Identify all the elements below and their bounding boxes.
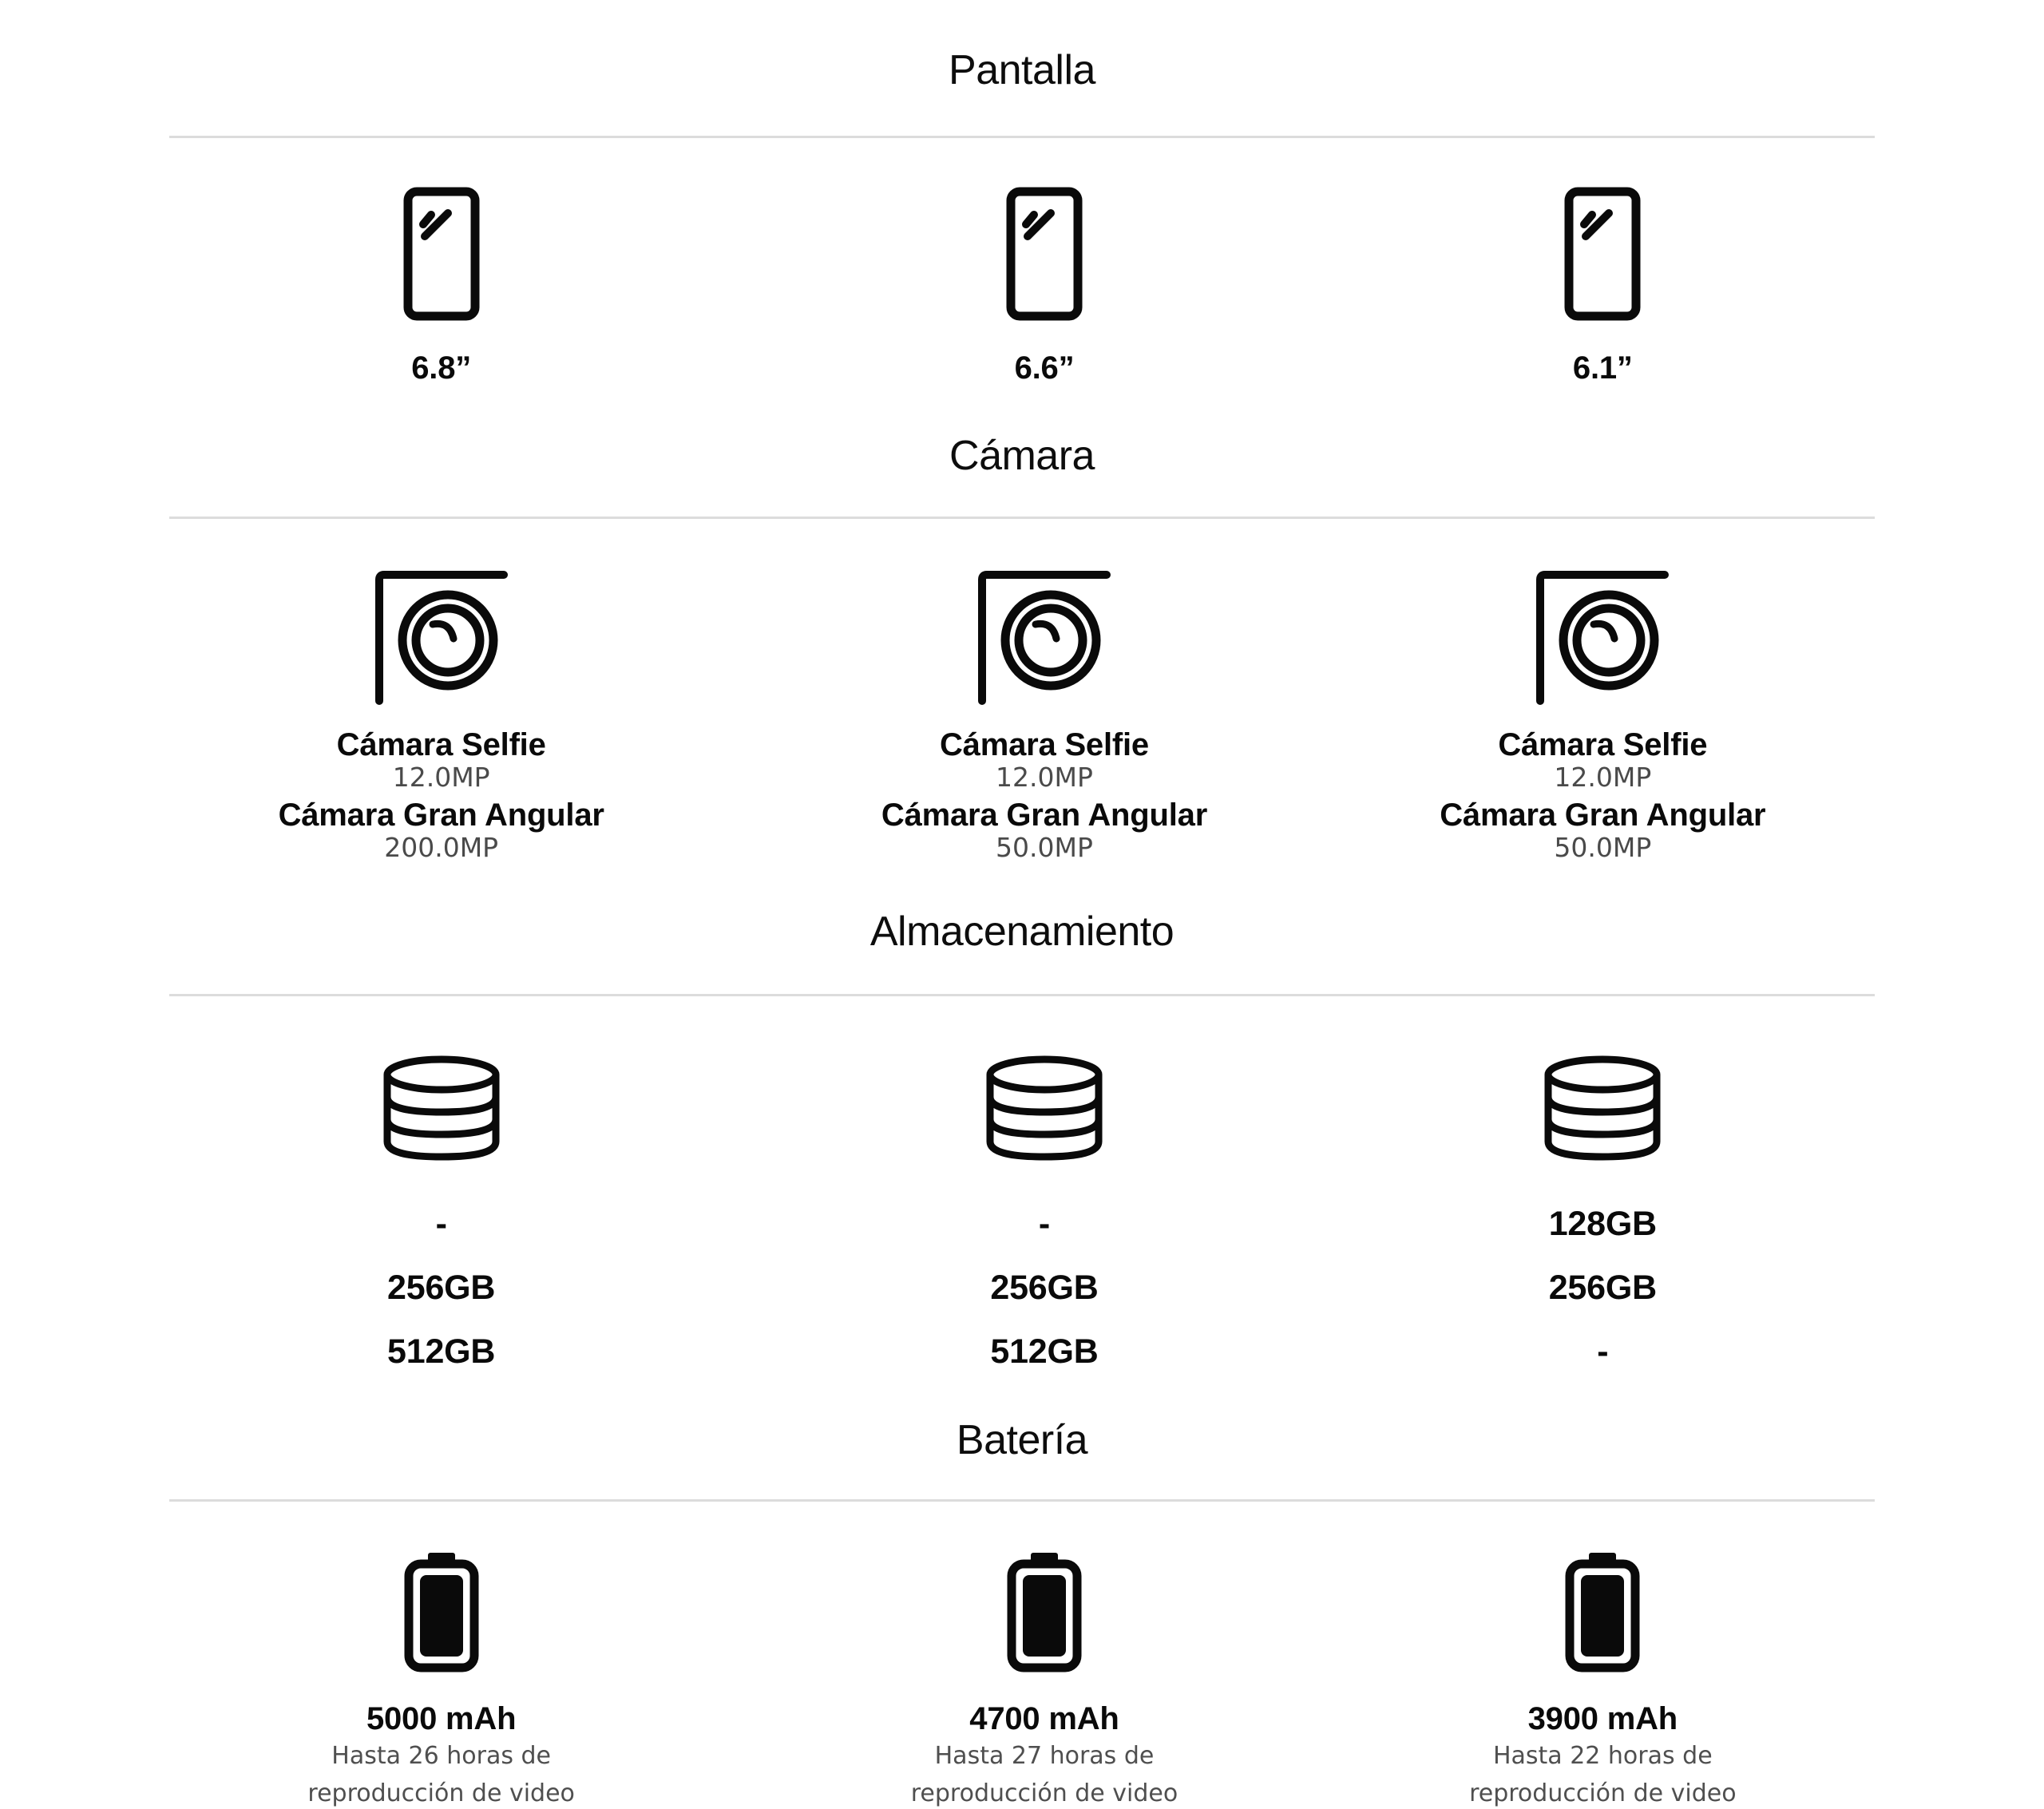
storage-option: 256GB [1548, 1269, 1657, 1308]
battery-capacity: 3900 mAh [1527, 1701, 1678, 1737]
phone-icon [402, 186, 481, 322]
battery-icon [1000, 1548, 1088, 1676]
battery-playback-line2: reproducción de video [307, 1779, 575, 1807]
battery-icon [1559, 1548, 1646, 1676]
battery-spec-list-1 [307, 1703, 574, 1809]
storage-column-2 [772, 1043, 1330, 1372]
display-column-3 [1331, 186, 1875, 384]
storage-option: 512GB [387, 1332, 496, 1372]
battery-playback-line1: Hasta 22 horas de [1492, 1742, 1713, 1771]
battery-spec-list-2 [911, 1703, 1178, 1809]
storage-option-list-2 [990, 1204, 1098, 1372]
camera-columns [0, 519, 2044, 861]
camera-icon [1531, 565, 1674, 705]
display-column-1 [169, 186, 772, 384]
storage-option: 128GB [1548, 1205, 1657, 1244]
section-battery [0, 1372, 2044, 1809]
battery-spec-list-3 [1469, 1703, 1736, 1809]
camera-icon [370, 565, 513, 705]
storage-disks-icon [1539, 1043, 1666, 1162]
battery-column-1 [169, 1548, 772, 1809]
selfie-camera-value: 12.0MP [1554, 762, 1652, 793]
battery-column-3 [1331, 1548, 1875, 1809]
storage-option-list-1 [387, 1204, 495, 1372]
storage-columns [0, 996, 2044, 1372]
storage-option: 512GB [990, 1332, 1099, 1372]
section-storage [0, 861, 2044, 1372]
storage-column-3 [1331, 1043, 1875, 1372]
wide-camera-value: 50.0MP [1554, 831, 1652, 863]
storage-option-list-3 [1549, 1204, 1657, 1372]
camera-spec-list-3 [1440, 729, 1765, 861]
battery-playback-line1: Hasta 27 horas de [934, 1742, 1155, 1771]
camera-icon [972, 565, 1116, 705]
wide-camera-label: Cámara Gran Angular [1440, 797, 1766, 833]
storage-option: - [435, 1205, 447, 1244]
display-size-value: 6.6” [1014, 350, 1075, 386]
camera-spec-list-2 [881, 729, 1207, 861]
storage-disks-icon [980, 1043, 1108, 1162]
section-camera [0, 384, 2044, 861]
camera-column-2 [772, 565, 1330, 861]
display-size-value: 6.1” [1572, 350, 1633, 386]
wide-camera-value: 50.0MP [996, 831, 1093, 863]
camera-column-1 [169, 565, 772, 861]
selfie-camera-value: 12.0MP [392, 762, 490, 793]
storage-column-1 [169, 1043, 772, 1372]
camera-spec-list-1 [279, 729, 604, 861]
battery-playback-line2: reproducción de video [1469, 1779, 1737, 1807]
battery-playback-line1: Hasta 26 horas de [331, 1742, 552, 1771]
wide-camera-label: Cámara Gran Angular [881, 797, 1208, 833]
phone-icon [1005, 186, 1083, 322]
display-column-2 [772, 186, 1330, 384]
storage-option: - [1597, 1332, 1609, 1372]
section-heading-storage: Almacenamiento [869, 908, 1175, 956]
storage-option: 256GB [990, 1269, 1099, 1308]
section-heading-display: Pantalla [949, 47, 1095, 93]
selfie-camera-label: Cámara Selfie [939, 727, 1149, 762]
phone-icon [1563, 186, 1642, 322]
battery-icon [398, 1548, 485, 1676]
wide-camera-label: Cámara Gran Angular [278, 797, 604, 833]
battery-capacity: 5000 mAh [366, 1701, 517, 1737]
camera-column-3 [1331, 565, 1875, 861]
selfie-camera-value: 12.0MP [996, 762, 1093, 793]
selfie-camera-label: Cámara Selfie [1498, 727, 1708, 762]
display-columns [0, 138, 2044, 384]
battery-capacity: 4700 mAh [969, 1701, 1119, 1737]
storage-option: 256GB [387, 1269, 496, 1308]
battery-columns [0, 1502, 2044, 1809]
section-heading-battery: Batería [956, 1417, 1088, 1464]
battery-playback-line2: reproducción de video [910, 1779, 1178, 1807]
section-heading-camera: Cámara [949, 433, 1095, 479]
battery-column-2 [772, 1548, 1330, 1809]
storage-option: - [1038, 1205, 1051, 1244]
wide-camera-value: 200.0MP [384, 831, 499, 863]
section-display [0, 0, 2044, 384]
display-size-value: 6.8” [411, 350, 472, 386]
storage-disks-icon [378, 1043, 505, 1162]
selfie-camera-label: Cámara Selfie [336, 727, 546, 762]
